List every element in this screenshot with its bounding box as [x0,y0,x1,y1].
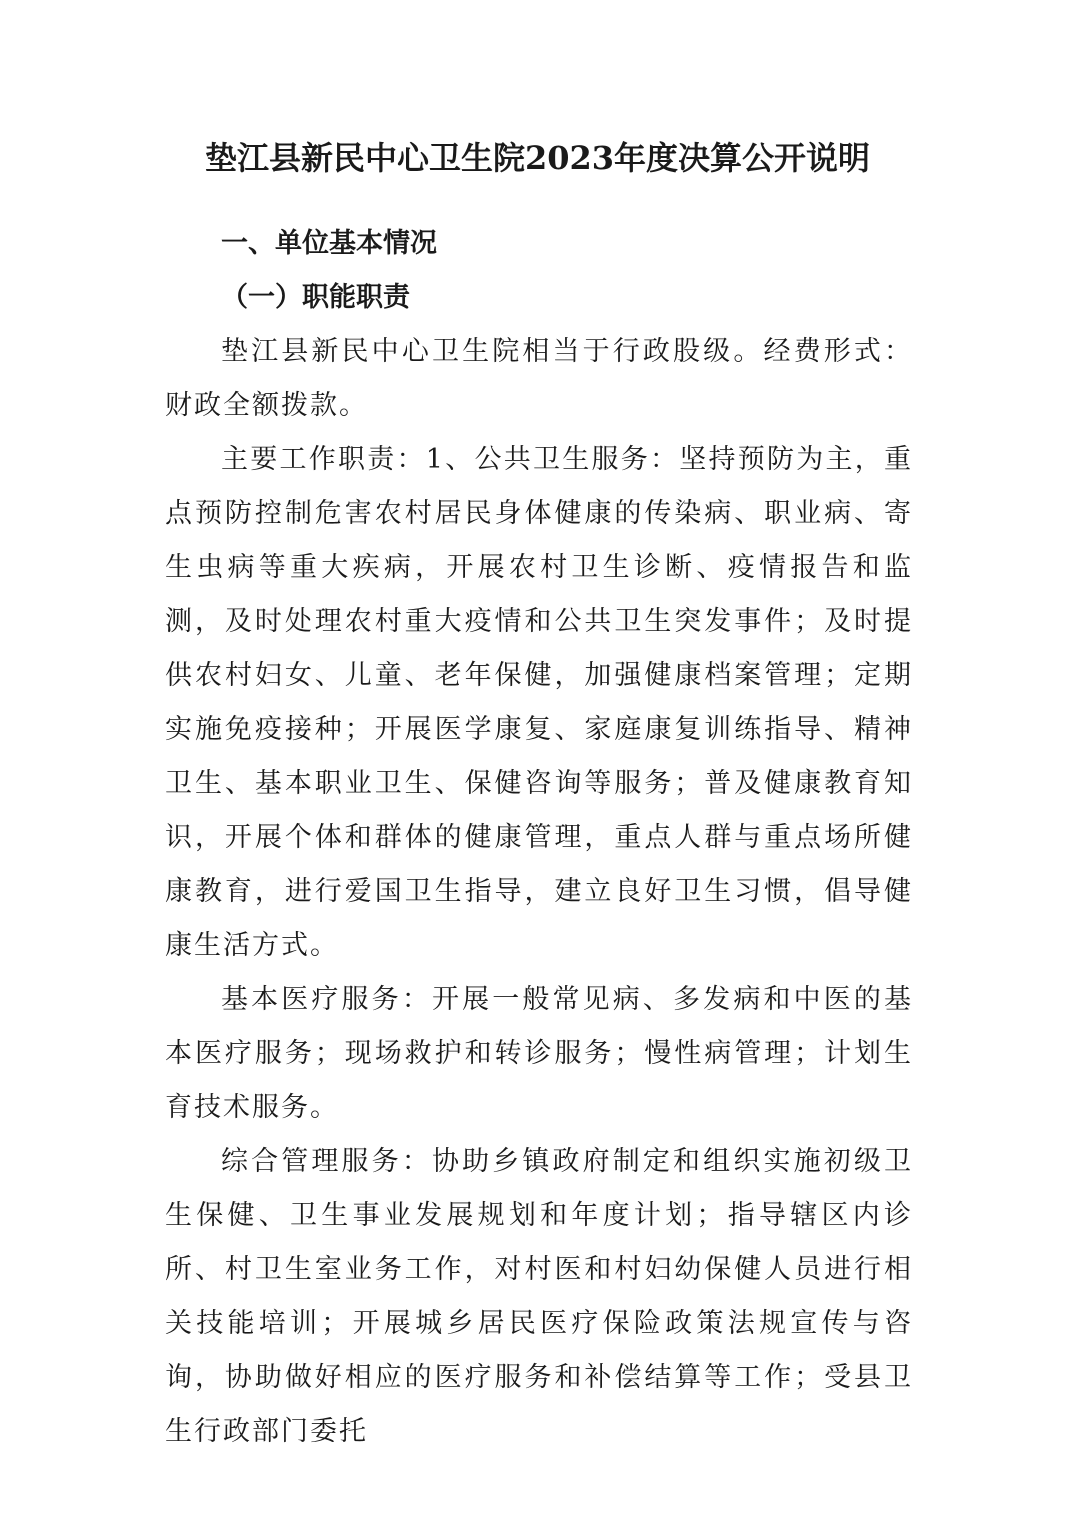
section-heading: 一、单位基本情况 [221,228,437,259]
paragraph: 基本医疗服务：开展一般常见病、多发病和中医的基本医疗服务；现场救护和转诊服务；慢性病管理；计划生育技术服务。 [165,984,913,1123]
subsection-heading: （一）职能职责 [221,282,410,313]
paragraph: 综合管理服务：协助乡镇政府制定和组织实施初级卫生保健、卫生事业发展规划和年度计划；指导辖区内诊所、村卫生室业务工作，对村医和村妇幼保健人员进行相关技能培训；开展城乡居民医疗保险政策法规宣传与咨询，协助做好相应的医疗服务和补偿结算等工作；受县卫生行政部门委托 [165,1146,913,1447]
document-title: 垫江县新民中心卫生院2023年度决算公开说明 [204,139,871,177]
paragraph: 主要工作职责：1、公共卫生服务：坚持预防为主，重点预防控制危害农村居民身体健康的传染病、职业病、寄生虫病等重大疾病，开展农村卫生诊断、疫情报告和监测，及时处理农村重大疫情和公共卫生突发事件；及时提供农村妇女、儿童、老年保健，加强健康档案管理；定期实施免疫接种；开展医学康复、家庭康复训练指导、精神卫生、基本职业卫生、保健咨询等服务；普及健康教育知识，开展个体和群体的健康管理，重点人群与重点场所健康教育，进行爱国卫生指导，建立良好卫生习惯，倡导健康生活方式。 [165,444,913,961]
paragraph: 垫江县新民中心卫生院相当于行政股级。经费形式：财政全额拨款。 [165,336,913,421]
document-body [165,217,913,1459]
